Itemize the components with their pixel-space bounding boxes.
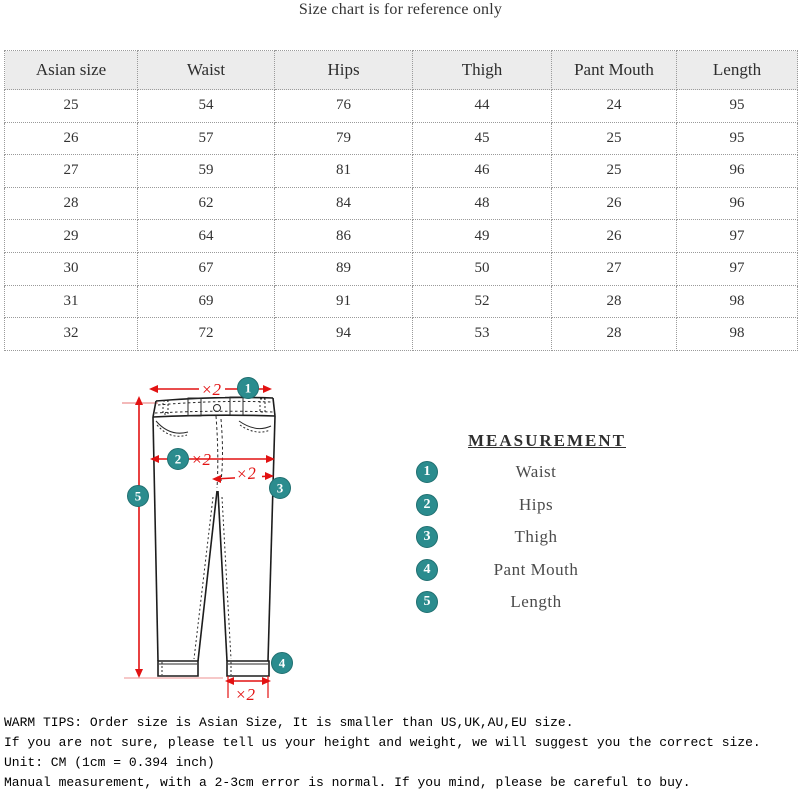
table-cell: 46 (413, 155, 552, 188)
table-cell: 25 (552, 122, 677, 155)
column-header: Thigh (413, 51, 552, 90)
table-row (5, 252, 798, 285)
legend-item-label: Thigh (514, 527, 558, 546)
table-cell: 72 (138, 318, 275, 351)
table-cell: 50 (413, 252, 552, 285)
legend-item (416, 522, 646, 555)
svg-text:4: 4 (278, 655, 286, 671)
measurement-legend-heading: MEASUREMENT (467, 431, 626, 450)
legend-marker-circle: 3 (416, 526, 438, 548)
table-cell: 97 (677, 252, 798, 285)
table-cell: 25 (5, 90, 138, 123)
table-cell: 57 (138, 122, 275, 155)
table-cell: 89 (275, 252, 413, 285)
warm-tips-line: WARM TIPS: Order size is Asian Size, It is smaller than US,UK,AU,EU size. (4, 715, 574, 730)
table-cell: 53 (413, 318, 552, 351)
table-cell: 59 (138, 155, 275, 188)
table-cell: 97 (677, 220, 798, 253)
table-cell: 28 (5, 187, 138, 220)
table-cell: 44 (413, 90, 552, 123)
svg-text:2: 2 (174, 451, 182, 467)
table-row (5, 220, 798, 253)
legend-item-label: Hips (518, 494, 554, 514)
column-header: Hips (275, 51, 413, 90)
thigh-marker-circle (270, 478, 291, 499)
legend-marker-circle: 1 (416, 461, 438, 483)
table-cell: 96 (677, 187, 798, 220)
table-cell: 64 (138, 220, 275, 253)
table-cell: 52 (413, 285, 552, 318)
legend-marker-circle: 5 (416, 591, 438, 613)
table-cell: 28 (552, 285, 677, 318)
table-cell: 25 (552, 155, 677, 188)
svg-text:3: 3 (276, 480, 284, 496)
length-marker-circle (128, 486, 149, 507)
size-table (4, 50, 798, 351)
warm-tips-line: Unit: CM (1cm = 0.394 inch) (4, 755, 215, 770)
column-header: Length (677, 51, 798, 90)
column-header: Asian size (5, 51, 138, 90)
warm-tips (4, 713, 801, 793)
thigh-x2-label: ×2 (235, 463, 257, 484)
hips-x2-label: ×2 (191, 450, 211, 469)
table-cell: 30 (5, 252, 138, 285)
table-row (5, 187, 798, 220)
warm-tips-line: Manual measurement, with a 2-3cm error is normal. If you mind, please be careful to buy. (4, 775, 691, 790)
table-cell: 29 (5, 220, 138, 253)
legend-item-label: Waist (515, 462, 557, 481)
table-cell: 32 (5, 318, 138, 351)
table-cell: 91 (275, 285, 413, 318)
table-row (5, 122, 798, 155)
legend-marker-circle: 4 (416, 559, 438, 581)
table-cell: 79 (275, 122, 413, 155)
table-cell: 24 (552, 90, 677, 123)
column-header: Pant Mouth (552, 51, 677, 90)
table-row (5, 90, 798, 123)
table-cell: 49 (413, 220, 552, 253)
table-cell: 95 (677, 122, 798, 155)
table-cell: 62 (138, 187, 275, 220)
svg-text:5: 5 (134, 488, 142, 504)
table-cell: 84 (275, 187, 413, 220)
svg-text:1: 1 (244, 380, 252, 396)
warm-tips-line: If you are not sure, please tell us your height and weight, we will suggest you the correct size. (4, 735, 761, 750)
table-cell: 31 (5, 285, 138, 318)
table-cell: 26 (552, 187, 677, 220)
table-cell: 98 (677, 285, 798, 318)
table-cell: 26 (552, 220, 677, 253)
legend-marker-circle: 2 (416, 494, 438, 516)
table-cell: 98 (677, 318, 798, 351)
size-table-body (5, 90, 798, 351)
table-cell: 95 (677, 90, 798, 123)
table-cell: 48 (413, 187, 552, 220)
pant-mouth-marker-circle (272, 653, 293, 674)
legend-item (416, 587, 646, 620)
table-cell: 76 (275, 90, 413, 123)
length-arrow (135, 396, 143, 678)
pant-mouth-x2-label: ×2 (235, 685, 255, 704)
pants-measurement-diagram (122, 373, 312, 705)
table-cell: 94 (275, 318, 413, 351)
waist-x2-label: ×2 (201, 380, 221, 399)
table-cell: 67 (138, 252, 275, 285)
table-row (5, 318, 798, 351)
button-icon (214, 405, 221, 412)
page-title: Size chart is for reference only (298, 1, 503, 18)
legend-items (416, 457, 646, 620)
legend-item (416, 490, 646, 523)
table-cell: 28 (552, 318, 677, 351)
legend-item (416, 555, 646, 588)
table-cell: 27 (552, 252, 677, 285)
waist-marker-circle (238, 378, 259, 399)
table-cell: 45 (413, 122, 552, 155)
table-cell: 81 (275, 155, 413, 188)
table-cell: 26 (5, 122, 138, 155)
legend-item-label: Length (510, 592, 562, 611)
table-cell: 86 (275, 220, 413, 253)
table-cell: 96 (677, 155, 798, 188)
table-header-row (5, 51, 798, 90)
column-header: Waist (138, 51, 275, 90)
table-cell: 69 (138, 285, 275, 318)
pants-outline (153, 397, 275, 676)
table-row (5, 155, 798, 188)
table-cell: 54 (138, 90, 275, 123)
table-cell: 27 (5, 155, 138, 188)
legend-item-label: Pant Mouth (493, 559, 579, 579)
hips-marker-circle (168, 449, 189, 470)
pants-details (155, 397, 273, 675)
table-row (5, 285, 798, 318)
legend-item (416, 457, 646, 490)
